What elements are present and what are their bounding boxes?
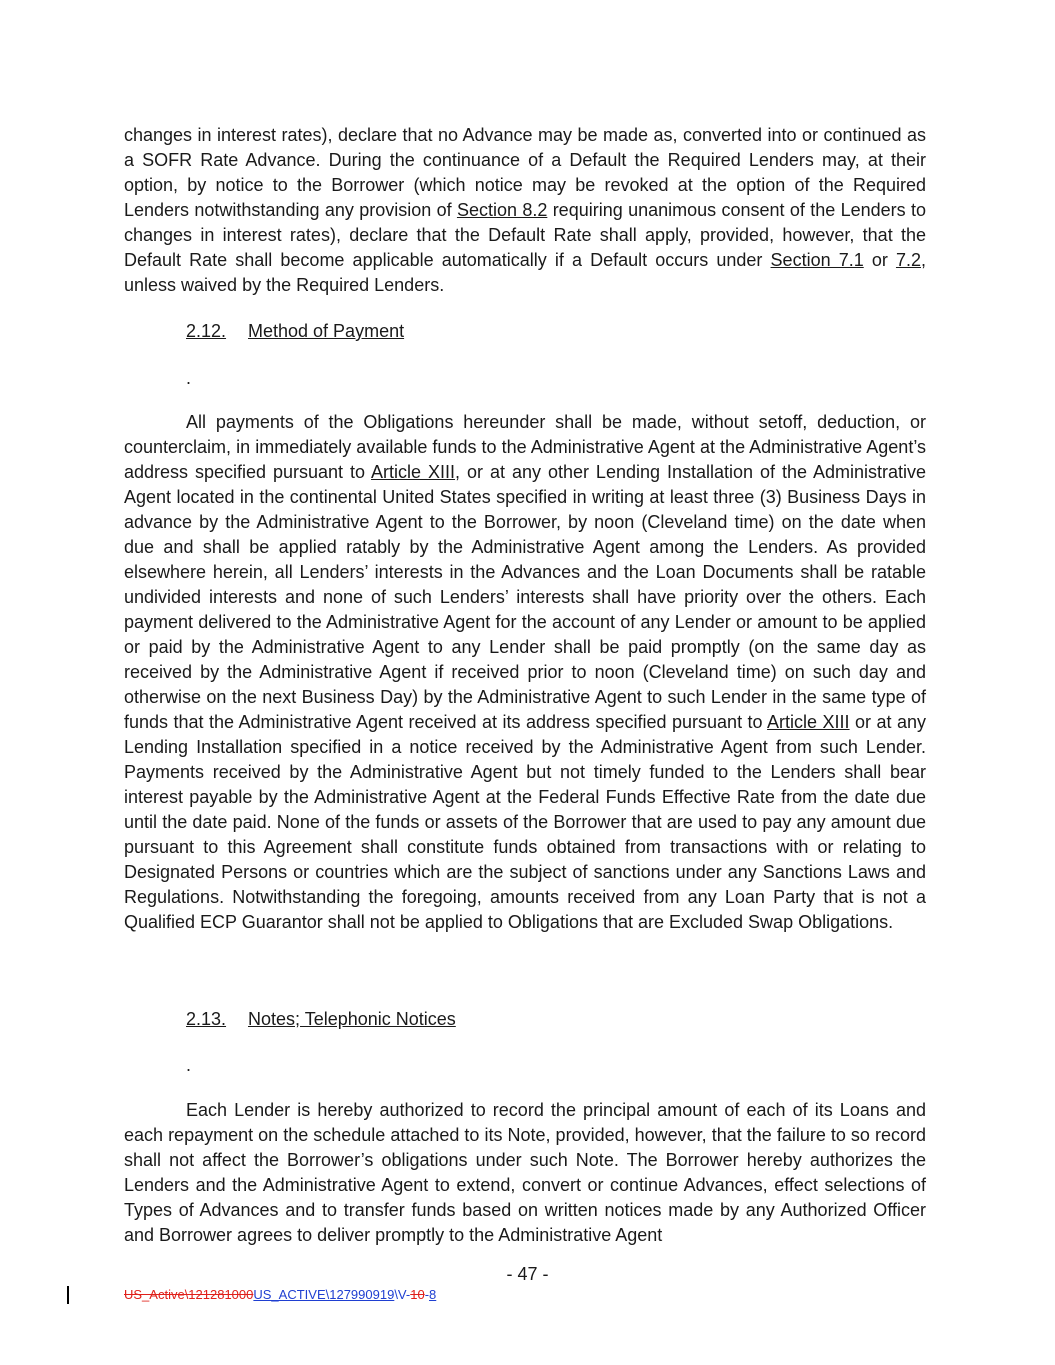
- inserted-version: 8: [429, 1287, 437, 1302]
- paragraph-text: Each Lender is hereby authorized to record the principal amount of each of its Loans and each repayment on the schedule attached to its Note, provided, however, that the failure to so record shall not affect the Borrower’s obligations under such Note. The Borrower hereby authorizes the Lenders and the Administrative Agent to extend, convert or continue Advances, effect selections of Types of Advances and to transfer funds based on written notices made by any Authorized Officer and Borrower agrees to deliver promptly to the Administrative Agent: [124, 1100, 926, 1245]
- paragraph-notes-telephonic: [124, 1098, 926, 1248]
- text: All payments of the Obligations hereunder shall be made, without setoff, deduction, or counterclaim, in immediately available funds to the Administrative Agent at the Administrative Agent’s address specified pursuant to: [124, 412, 926, 482]
- text: , unless waived by the Required Lenders.: [124, 250, 927, 295]
- text: , or at any other Lending Installation of the Administrative Agent located in the continental United States specified in writing at least three (3) Business Days in advance by the Administrative Agent to the Borrower, by noon (Cleveland time) on the date when due and shall be applied ratably by the Administrative Agent among the Lenders. As provided elsewhere herein, all Lenders’ interests in the Advances and the Loan Documents shall be ratable undivided interests and none of such Lenders’ interests shall have priority over the others. Each payment delivered to the Administrative Agent for the account of any Lender or amount to be applied or paid by the Administrative Agent to any Lender shall be paid promptly (on the same day as received by the Administrative Agent if received prior to noon (Cleveland time) on such day and otherwise on the next Business Day) by the Administrative Agent to such Lender in the same type of funds that the Administrative Agent received at its address specified pursuant to: [124, 462, 926, 732]
- page-number: - 47 -: [506, 1264, 549, 1284]
- deleted-doc-id: US_Active\121281000: [124, 1287, 254, 1302]
- text: or at any Lending Installation specified in a notice received by the Administrative Agent from such Lender. Payments received by the Administrative Agent but not timely funded to the Lenders shall bear interest payable by the Administrative Agent at the Federal Funds Effective Rate from the date due until the date paid. None of the funds or assets of the Borrower that are used to pay any amount due pursuant to this Agreement shall constitute funds obtained from transactions with or relating to Designated Persons or countries which are the subject of sanctions under any Sanctions Laws and Regulations. Notwithstanding the foregoing, amounts received from any Loan Party that is not a Qualified ECP Guarantor shall not be applied to Obligations that are Excluded Swap Obligations.: [124, 712, 927, 932]
- section-7-1-reference: Section 7.1: [770, 250, 864, 270]
- document-footer-id: [124, 1287, 436, 1303]
- article-xiii-reference: Article XIII: [767, 712, 850, 732]
- inserted-doc-id: US_ACTIVE\127990919: [253, 1287, 395, 1302]
- change-bar: [67, 1286, 69, 1304]
- version-prefix: \V-: [394, 1287, 411, 1302]
- version-separator: -: [424, 1287, 430, 1302]
- section-number: 2.13.: [186, 1009, 227, 1029]
- paragraph-method-of-payment: [124, 410, 926, 935]
- section-dot: .: [186, 1055, 192, 1075]
- section-8-2-reference: Section 8.2: [456, 200, 548, 220]
- section-dot: .: [186, 368, 192, 388]
- text: requiring unanimous consent of the Lenders to changes in interest rates), declare that the Default Rate shall apply, provided, however, that the Default Rate shall become applicable automatically if a Default occurs under: [124, 200, 926, 270]
- section-heading-2-12: [186, 319, 404, 344]
- section-7-2-reference: 7.2: [895, 250, 921, 270]
- section-title: Method of Payment: [248, 321, 405, 341]
- section-heading-2-13: [186, 1007, 456, 1032]
- text: or: [863, 250, 896, 270]
- section-number: 2.12.: [186, 321, 227, 341]
- article-xiii-reference: Article XIII: [371, 462, 456, 482]
- deleted-version: 10: [410, 1287, 425, 1302]
- paragraph-default-rate: [124, 123, 926, 298]
- text: changes in interest rates), declare that no Advance may be made as, converted into or continued as a SOFR Rate Advance. During the continuance of a Default the Required Lenders may, at their option, by notice to the Borrower (which notice may be revoked at the option of the Required Lenders notwithstanding any provision of: [124, 125, 926, 220]
- section-title: Notes; Telephonic Notices: [248, 1009, 456, 1029]
